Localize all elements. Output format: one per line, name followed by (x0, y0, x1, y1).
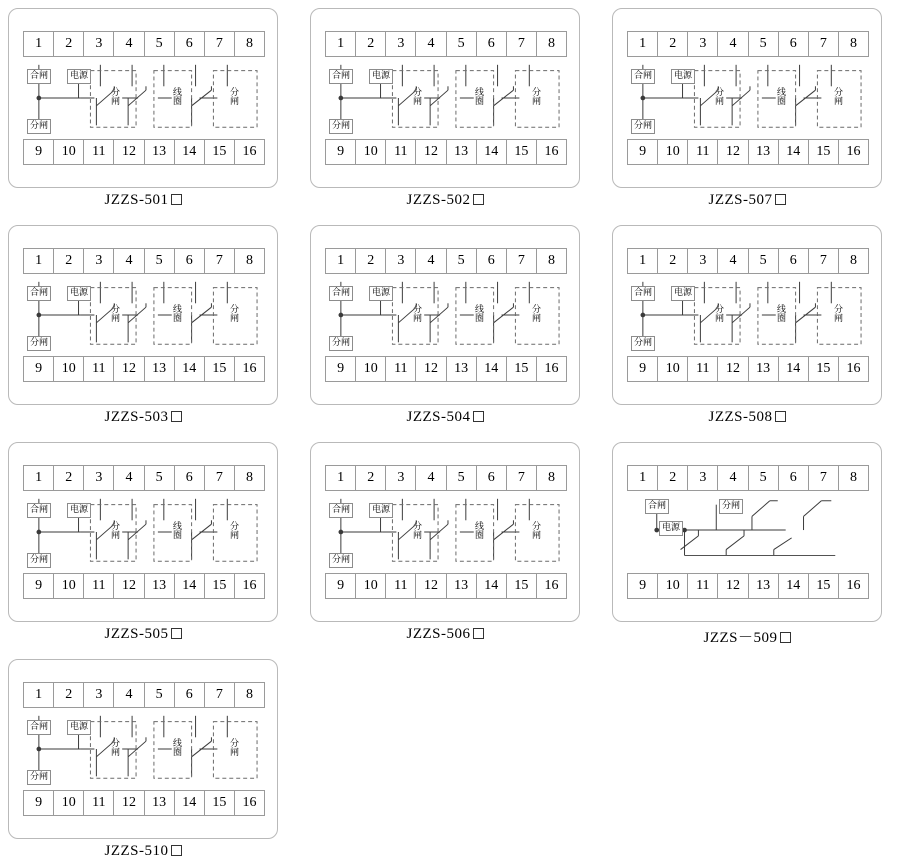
power-tag: 电源 (369, 69, 393, 84)
terminal-4[interactable]: 4 (718, 249, 748, 273)
open-tag: 分闸 (631, 336, 655, 351)
open-vtag-2: 分闸 (228, 304, 238, 322)
open-vtag-2: 分闸 (530, 304, 540, 322)
terminal-15[interactable]: 15 (205, 574, 235, 598)
diagram-cell-JZZS-505 (8, 442, 288, 642)
terminal-1[interactable]: 1 (628, 466, 658, 490)
panel-d4 (8, 225, 278, 405)
terminal-7[interactable]: 7 (507, 32, 537, 56)
terminal-14[interactable]: 14 (477, 140, 507, 164)
terminal-3[interactable]: 3 (386, 466, 416, 490)
coil-vtag: 线圈 (473, 304, 483, 322)
terminal-8[interactable]: 8 (849, 470, 857, 485)
terminal-4[interactable]: 4 (416, 466, 446, 490)
terminal-2[interactable]: 2 (356, 466, 386, 490)
terminal-6[interactable]: 6 (779, 466, 809, 490)
diagram-cell-JZZS-501 (8, 8, 288, 208)
terminal-16[interactable]: 16 (846, 144, 861, 159)
terminal-12[interactable]: 12 (114, 791, 144, 815)
terminal-15[interactable]: 15 (205, 791, 235, 815)
open-vtag-2: 分闸 (228, 87, 238, 105)
terminal-11[interactable]: 11 (386, 357, 416, 381)
terminal-15[interactable]: 15 (809, 140, 839, 164)
schematic-area (627, 491, 867, 573)
blank-square-icon (171, 194, 182, 205)
schematic-wires (627, 57, 867, 139)
terminal-6[interactable]: 6 (779, 249, 809, 273)
terminal-row-bottom (627, 356, 869, 382)
terminal-14[interactable]: 14 (175, 140, 205, 164)
terminal-2[interactable]: 2 (54, 32, 84, 56)
terminal-12[interactable]: 12 (114, 357, 144, 381)
terminal-14[interactable]: 14 (477, 357, 507, 381)
coil-vtag: 线圈 (473, 521, 483, 539)
terminal-5[interactable]: 5 (447, 249, 477, 273)
open-vtag: 分闸 (411, 521, 421, 539)
terminal-1[interactable]: 1 (24, 466, 54, 490)
schematic-area (627, 57, 867, 139)
terminal-12[interactable]: 12 (718, 357, 748, 381)
terminal-7[interactable]: 7 (809, 249, 839, 273)
open-vtag-2: 分闸 (832, 87, 842, 105)
open-tag: 分闸 (27, 553, 51, 568)
terminal-4[interactable]: 4 (718, 32, 748, 56)
terminal-1[interactable]: 1 (628, 32, 658, 56)
terminal-4[interactable]: 4 (718, 466, 748, 490)
terminal-4[interactable]: 4 (114, 683, 144, 707)
schematic-area (325, 274, 565, 356)
terminal-1[interactable]: 1 (24, 683, 54, 707)
terminal-7[interactable]: 7 (205, 32, 235, 56)
terminal-4[interactable]: 4 (416, 249, 446, 273)
schematic-area (325, 491, 565, 573)
schematic-wires (23, 491, 263, 573)
terminal-16[interactable]: 16 (544, 144, 559, 159)
open-vtag-2: 分闸 (228, 521, 238, 539)
close-tag: 合闸 (329, 503, 353, 518)
diagram-cell-JZZS-503 (8, 225, 288, 425)
terminal-9[interactable]: 9 (24, 357, 54, 381)
terminal-8[interactable]: 8 (547, 253, 555, 268)
power-tag: 电源 (671, 69, 695, 84)
terminal-6[interactable]: 6 (779, 32, 809, 56)
terminal-16[interactable]: 16 (846, 361, 861, 376)
diagram-caption: JZZS-510 (8, 843, 278, 860)
power-tag: 电源 (67, 69, 91, 84)
open-vtag: 分闸 (109, 304, 119, 322)
terminal-9[interactable]: 9 (628, 140, 658, 164)
terminal-row-top (627, 248, 869, 274)
panel-d7 (8, 442, 278, 622)
terminal-10[interactable]: 10 (658, 140, 688, 164)
terminal-2[interactable]: 2 (54, 249, 84, 273)
terminal-10[interactable]: 10 (54, 140, 84, 164)
diagram-caption: JZZS-507 (612, 192, 882, 209)
diagram-cell-JZZS-507 (612, 8, 892, 208)
terminal-3[interactable]: 3 (688, 249, 718, 273)
terminal-6[interactable]: 6 (175, 249, 205, 273)
schematic-wires (23, 57, 263, 139)
terminal-13[interactable]: 13 (145, 791, 175, 815)
blank-square-icon (775, 194, 786, 205)
terminal-row-top (325, 465, 567, 491)
terminal-13[interactable]: 13 (749, 574, 779, 598)
terminal-15[interactable]: 15 (507, 357, 537, 381)
terminal-10[interactable]: 10 (54, 791, 84, 815)
terminal-3[interactable]: 3 (84, 466, 114, 490)
open-tag: 分闸 (27, 336, 51, 351)
coil-vtag: 线圈 (171, 738, 181, 756)
terminal-9[interactable]: 9 (628, 357, 658, 381)
panel-d5 (310, 225, 580, 405)
terminal-2[interactable]: 2 (658, 32, 688, 56)
terminal-13[interactable]: 13 (749, 140, 779, 164)
terminal-row-top (23, 248, 265, 274)
terminal-4[interactable]: 4 (416, 32, 446, 56)
terminal-16[interactable]: 16 (242, 795, 257, 810)
open-tag: 分闸 (27, 119, 51, 134)
terminal-5[interactable]: 5 (749, 32, 779, 56)
diagram-caption: JZZS-502 (310, 192, 580, 209)
coil-vtag: 线圈 (171, 521, 181, 539)
power-tag: 电源 (671, 286, 695, 301)
terminal-row-bottom (627, 139, 869, 165)
terminal-2[interactable]: 2 (658, 466, 688, 490)
terminal-1[interactable]: 1 (326, 32, 356, 56)
terminal-row-bottom (627, 573, 869, 599)
terminal-11[interactable]: 11 (84, 791, 114, 815)
terminal-16[interactable]: 16 (544, 578, 559, 593)
terminal-10[interactable]: 10 (658, 574, 688, 598)
schematic-area (23, 57, 263, 139)
terminal-5[interactable]: 5 (749, 466, 779, 490)
terminal-3[interactable]: 3 (688, 32, 718, 56)
terminal-9[interactable]: 9 (326, 140, 356, 164)
terminal-8[interactable]: 8 (245, 36, 253, 51)
panel-d10 (8, 659, 278, 839)
terminal-row-bottom (325, 139, 567, 165)
terminal-9[interactable]: 9 (24, 574, 54, 598)
diagram-cell-JZZS-504 (310, 225, 590, 425)
terminal-10[interactable]: 10 (658, 357, 688, 381)
power-tag: 电源 (67, 286, 91, 301)
terminal-7[interactable]: 7 (205, 683, 235, 707)
terminal-8[interactable]: 8 (245, 253, 253, 268)
open-vtag-2: 分闸 (530, 87, 540, 105)
terminal-8[interactable]: 8 (849, 36, 857, 51)
terminal-13[interactable]: 13 (145, 140, 175, 164)
terminal-row-top (325, 31, 567, 57)
terminal-16[interactable]: 16 (846, 578, 861, 593)
schematic-wires (23, 274, 263, 356)
power-tag: 电源 (67, 720, 91, 735)
terminal-3[interactable]: 3 (84, 249, 114, 273)
coil-vtag: 线圈 (775, 87, 785, 105)
terminal-5[interactable]: 5 (447, 32, 477, 56)
terminal-8[interactable]: 8 (245, 470, 253, 485)
panel-d2 (310, 8, 580, 188)
terminal-2[interactable]: 2 (54, 466, 84, 490)
terminal-13[interactable]: 13 (749, 357, 779, 381)
terminal-6[interactable]: 6 (477, 466, 507, 490)
schematic-area (23, 708, 263, 790)
terminal-13[interactable]: 13 (447, 140, 477, 164)
close-tag: 合闸 (27, 503, 51, 518)
terminal-2[interactable]: 2 (356, 32, 386, 56)
terminal-15[interactable]: 15 (205, 357, 235, 381)
open-tag: 分闸 (329, 336, 353, 351)
terminal-14[interactable]: 14 (175, 791, 205, 815)
open-vtag-2: 分闸 (228, 738, 238, 756)
diagram-caption: JZZS－509 (612, 626, 882, 647)
close-tag: 合闸 (645, 499, 669, 514)
terminal-16[interactable]: 16 (242, 361, 257, 376)
terminal-row-top (325, 248, 567, 274)
terminal-14[interactable]: 14 (779, 357, 809, 381)
terminal-11[interactable]: 11 (688, 574, 718, 598)
terminal-6[interactable]: 6 (477, 249, 507, 273)
terminal-6[interactable]: 6 (477, 32, 507, 56)
terminal-14[interactable]: 14 (779, 140, 809, 164)
terminal-12[interactable]: 12 (718, 140, 748, 164)
open-vtag: 分闸 (713, 304, 723, 322)
terminal-8[interactable]: 8 (547, 470, 555, 485)
open-vtag: 分闸 (411, 87, 421, 105)
close-tag: 合闸 (27, 69, 51, 84)
open-tag: 分闸 (719, 499, 743, 514)
terminal-14[interactable]: 14 (175, 357, 205, 381)
terminal-2[interactable]: 2 (54, 683, 84, 707)
diagram-cell-JZZS-508 (612, 225, 892, 425)
terminal-11[interactable]: 11 (386, 574, 416, 598)
open-vtag-2: 分闸 (530, 521, 540, 539)
terminal-3[interactable]: 3 (386, 249, 416, 273)
blank-square-icon (171, 628, 182, 639)
terminal-4[interactable]: 4 (114, 32, 144, 56)
close-tag: 合闸 (27, 286, 51, 301)
diagram-caption: JZZS-501 (8, 192, 278, 209)
blank-square-icon (775, 411, 786, 422)
terminal-2[interactable]: 2 (658, 249, 688, 273)
terminal-11[interactable]: 11 (688, 357, 718, 381)
close-tag: 合闸 (329, 69, 353, 84)
terminal-row-bottom (325, 573, 567, 599)
terminal-14[interactable]: 14 (477, 574, 507, 598)
diagram-caption: JZZS-505 (8, 626, 278, 643)
open-tag: 分闸 (329, 553, 353, 568)
schematic-area (627, 274, 867, 356)
terminal-16[interactable]: 16 (544, 361, 559, 376)
terminal-row-top (23, 465, 265, 491)
terminal-row-bottom (23, 573, 265, 599)
schematic-wires (325, 274, 565, 356)
terminal-5[interactable]: 5 (145, 32, 175, 56)
terminal-14[interactable]: 14 (175, 574, 205, 598)
terminal-10[interactable]: 10 (356, 574, 386, 598)
close-tag: 合闸 (329, 286, 353, 301)
terminal-13[interactable]: 13 (145, 574, 175, 598)
terminal-7[interactable]: 7 (205, 249, 235, 273)
schematic-area (23, 491, 263, 573)
terminal-8[interactable]: 8 (547, 36, 555, 51)
diagram-cell-JZZS509 (612, 442, 892, 646)
power-tag: 电源 (369, 503, 393, 518)
terminal-11[interactable]: 11 (386, 140, 416, 164)
panel-d8 (310, 442, 580, 622)
terminal-16[interactable]: 16 (242, 144, 257, 159)
open-vtag: 分闸 (109, 738, 119, 756)
coil-vtag: 线圈 (473, 87, 483, 105)
open-vtag: 分闸 (109, 521, 119, 539)
blank-square-icon (473, 628, 484, 639)
coil-vtag: 线圈 (171, 304, 181, 322)
diagram-caption: JZZS-503 (8, 409, 278, 426)
terminal-9[interactable]: 9 (24, 791, 54, 815)
schematic-wires (325, 491, 565, 573)
terminal-5[interactable]: 5 (145, 466, 175, 490)
terminal-9[interactable]: 9 (326, 357, 356, 381)
terminal-row-top (627, 31, 869, 57)
terminal-3[interactable]: 3 (386, 32, 416, 56)
open-tag: 分闸 (329, 119, 353, 134)
terminal-2[interactable]: 2 (356, 249, 386, 273)
terminal-5[interactable]: 5 (749, 249, 779, 273)
open-tag: 分闸 (631, 119, 655, 134)
blank-square-icon (473, 411, 484, 422)
terminal-10[interactable]: 10 (54, 357, 84, 381)
terminal-12[interactable]: 12 (416, 574, 446, 598)
terminal-5[interactable]: 5 (447, 466, 477, 490)
terminal-11[interactable]: 11 (84, 140, 114, 164)
terminal-6[interactable]: 6 (175, 466, 205, 490)
terminal-3[interactable]: 3 (84, 683, 114, 707)
power-tag: 电源 (659, 521, 683, 536)
terminal-row-bottom (23, 356, 265, 382)
terminal-row-bottom (23, 790, 265, 816)
terminal-7[interactable]: 7 (809, 466, 839, 490)
terminal-7[interactable]: 7 (205, 466, 235, 490)
close-tag: 合闸 (631, 69, 655, 84)
terminal-1[interactable]: 1 (326, 466, 356, 490)
terminal-13[interactable]: 13 (145, 357, 175, 381)
terminal-row-bottom (325, 356, 567, 382)
diagram-cell-JZZS-506 (310, 442, 590, 642)
terminal-15[interactable]: 15 (205, 140, 235, 164)
terminal-10[interactable]: 10 (356, 140, 386, 164)
diagram-cell-JZZS-510 (8, 659, 288, 859)
terminal-7[interactable]: 7 (809, 32, 839, 56)
terminal-14[interactable]: 14 (779, 574, 809, 598)
panel-d6 (612, 225, 882, 405)
terminal-12[interactable]: 12 (718, 574, 748, 598)
terminal-13[interactable]: 13 (447, 574, 477, 598)
terminal-12[interactable]: 12 (416, 140, 446, 164)
panel-d3 (612, 8, 882, 188)
close-tag: 合闸 (27, 720, 51, 735)
terminal-1[interactable]: 1 (24, 32, 54, 56)
terminal-10[interactable]: 10 (54, 574, 84, 598)
terminal-15[interactable]: 15 (507, 574, 537, 598)
diagram-caption: JZZS-506 (310, 626, 580, 643)
schematic-wires (325, 57, 565, 139)
terminal-9[interactable]: 9 (628, 574, 658, 598)
terminal-row-bottom (23, 139, 265, 165)
schematic-wires (23, 708, 263, 790)
diagram-caption: JZZS-508 (612, 409, 882, 426)
schematic-wires (627, 274, 867, 356)
terminal-3[interactable]: 3 (84, 32, 114, 56)
terminal-9[interactable]: 9 (326, 574, 356, 598)
terminal-15[interactable]: 15 (507, 140, 537, 164)
terminal-6[interactable]: 6 (175, 32, 205, 56)
terminal-15[interactable]: 15 (809, 357, 839, 381)
terminal-3[interactable]: 3 (688, 466, 718, 490)
terminal-13[interactable]: 13 (447, 357, 477, 381)
power-tag: 电源 (369, 286, 393, 301)
panel-d9 (612, 442, 882, 622)
terminal-11[interactable]: 11 (688, 140, 718, 164)
coil-vtag: 线圈 (775, 304, 785, 322)
terminal-row-top (627, 465, 869, 491)
terminal-12[interactable]: 12 (114, 140, 144, 164)
terminal-5[interactable]: 5 (145, 249, 175, 273)
open-vtag: 分闸 (109, 87, 119, 105)
terminal-4[interactable]: 4 (114, 466, 144, 490)
close-tag: 合闸 (631, 286, 655, 301)
terminal-1[interactable]: 1 (326, 249, 356, 273)
terminal-5[interactable]: 5 (145, 683, 175, 707)
terminal-7[interactable]: 7 (507, 466, 537, 490)
terminal-12[interactable]: 12 (114, 574, 144, 598)
terminal-10[interactable]: 10 (356, 357, 386, 381)
panel-d1 (8, 8, 278, 188)
terminal-1[interactable]: 1 (628, 249, 658, 273)
schematic-area (23, 274, 263, 356)
terminal-11[interactable]: 11 (84, 357, 114, 381)
coil-vtag: 线圈 (171, 87, 181, 105)
power-tag: 电源 (67, 503, 91, 518)
terminal-11[interactable]: 11 (84, 574, 114, 598)
terminal-16[interactable]: 16 (242, 578, 257, 593)
schematic-area (325, 57, 565, 139)
open-vtag: 分闸 (713, 87, 723, 105)
terminal-15[interactable]: 15 (809, 574, 839, 598)
terminal-7[interactable]: 7 (507, 249, 537, 273)
blank-square-icon (473, 194, 484, 205)
blank-square-icon (171, 411, 182, 422)
terminal-row-top (23, 31, 265, 57)
open-tag: 分闸 (27, 770, 51, 785)
open-vtag-2: 分闸 (832, 304, 842, 322)
terminal-8[interactable]: 8 (245, 687, 253, 702)
blank-square-icon (780, 632, 791, 643)
diagram-cell-JZZS-502 (310, 8, 590, 208)
terminal-9[interactable]: 9 (24, 140, 54, 164)
terminal-1[interactable]: 1 (24, 249, 54, 273)
terminal-row-top (23, 682, 265, 708)
diagram-caption: JZZS-504 (310, 409, 580, 426)
terminal-4[interactable]: 4 (114, 249, 144, 273)
terminal-8[interactable]: 8 (849, 253, 857, 268)
terminal-6[interactable]: 6 (175, 683, 205, 707)
terminal-12[interactable]: 12 (416, 357, 446, 381)
open-vtag: 分闸 (411, 304, 421, 322)
